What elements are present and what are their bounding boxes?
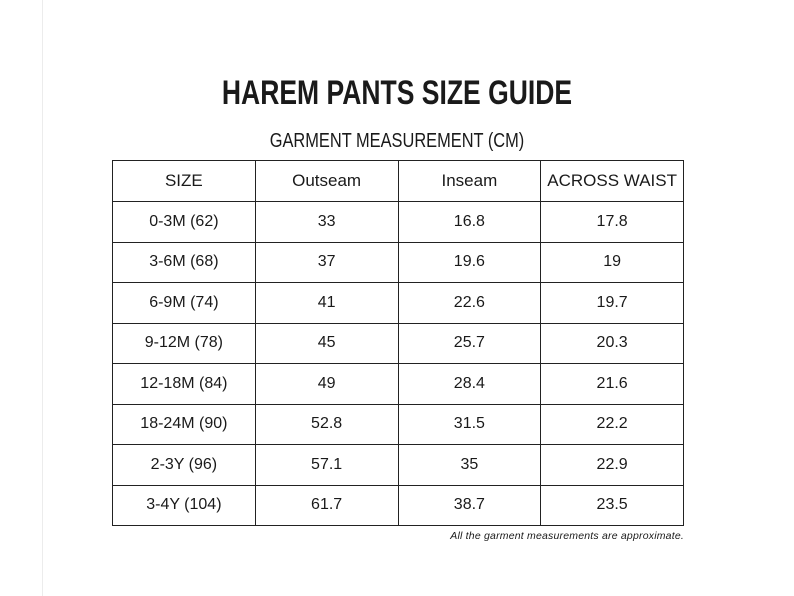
size-cell: 3-6M (68)	[113, 242, 256, 283]
page-edge-divider	[42, 0, 43, 596]
table-row	[113, 485, 684, 526]
outseam-cell: 45	[255, 323, 398, 364]
across-waist-cell: 22.9	[541, 445, 684, 486]
table-header-row	[113, 161, 684, 202]
across-waist-cell: 20.3	[541, 323, 684, 364]
table-row	[113, 323, 684, 364]
outseam-cell: 41	[255, 283, 398, 324]
outseam-cell: 57.1	[255, 445, 398, 486]
inseam-cell: 31.5	[398, 404, 541, 445]
table-row	[113, 283, 684, 324]
outseam-cell: 37	[255, 242, 398, 283]
across-waist-cell: 21.6	[541, 364, 684, 405]
outseam-cell: 49	[255, 364, 398, 405]
size-cell: 18-24M (90)	[113, 404, 256, 445]
inseam-cell: 35	[398, 445, 541, 486]
column-header-inseam: Inseam	[398, 161, 541, 202]
inseam-cell: 38.7	[398, 485, 541, 526]
size-cell: 3-4Y (104)	[113, 485, 256, 526]
outseam-cell: 61.7	[255, 485, 398, 526]
column-header-size: SIZE	[113, 161, 256, 202]
inseam-cell: 28.4	[398, 364, 541, 405]
table-row	[113, 445, 684, 486]
inseam-cell: 22.6	[398, 283, 541, 324]
size-cell: 12-18M (84)	[113, 364, 256, 405]
size-guide-table	[112, 160, 684, 526]
table-row	[113, 404, 684, 445]
size-cell: 9-12M (78)	[113, 323, 256, 364]
approximation-footnote: All the garment measurements are approximate.	[450, 530, 684, 542]
column-header-across-waist: ACROSS WAIST	[541, 161, 684, 202]
page-subtitle: GARMENT MEASUREMENT (CM)	[269, 130, 525, 152]
table-row	[113, 242, 684, 283]
table-row	[113, 202, 684, 243]
across-waist-cell: 17.8	[541, 202, 684, 243]
inseam-cell: 19.6	[398, 242, 541, 283]
across-waist-cell: 22.2	[541, 404, 684, 445]
size-cell: 2-3Y (96)	[113, 445, 256, 486]
inseam-cell: 16.8	[398, 202, 541, 243]
across-waist-cell: 19	[541, 242, 684, 283]
page-title: HAREM PANTS SIZE GUIDE	[221, 74, 573, 112]
across-waist-cell: 23.5	[541, 485, 684, 526]
size-cell: 6-9M (74)	[113, 283, 256, 324]
outseam-cell: 52.8	[255, 404, 398, 445]
size-cell: 0-3M (62)	[113, 202, 256, 243]
inseam-cell: 25.7	[398, 323, 541, 364]
outseam-cell: 33	[255, 202, 398, 243]
column-header-outseam: Outseam	[255, 161, 398, 202]
across-waist-cell: 19.7	[541, 283, 684, 324]
table-row	[113, 364, 684, 405]
